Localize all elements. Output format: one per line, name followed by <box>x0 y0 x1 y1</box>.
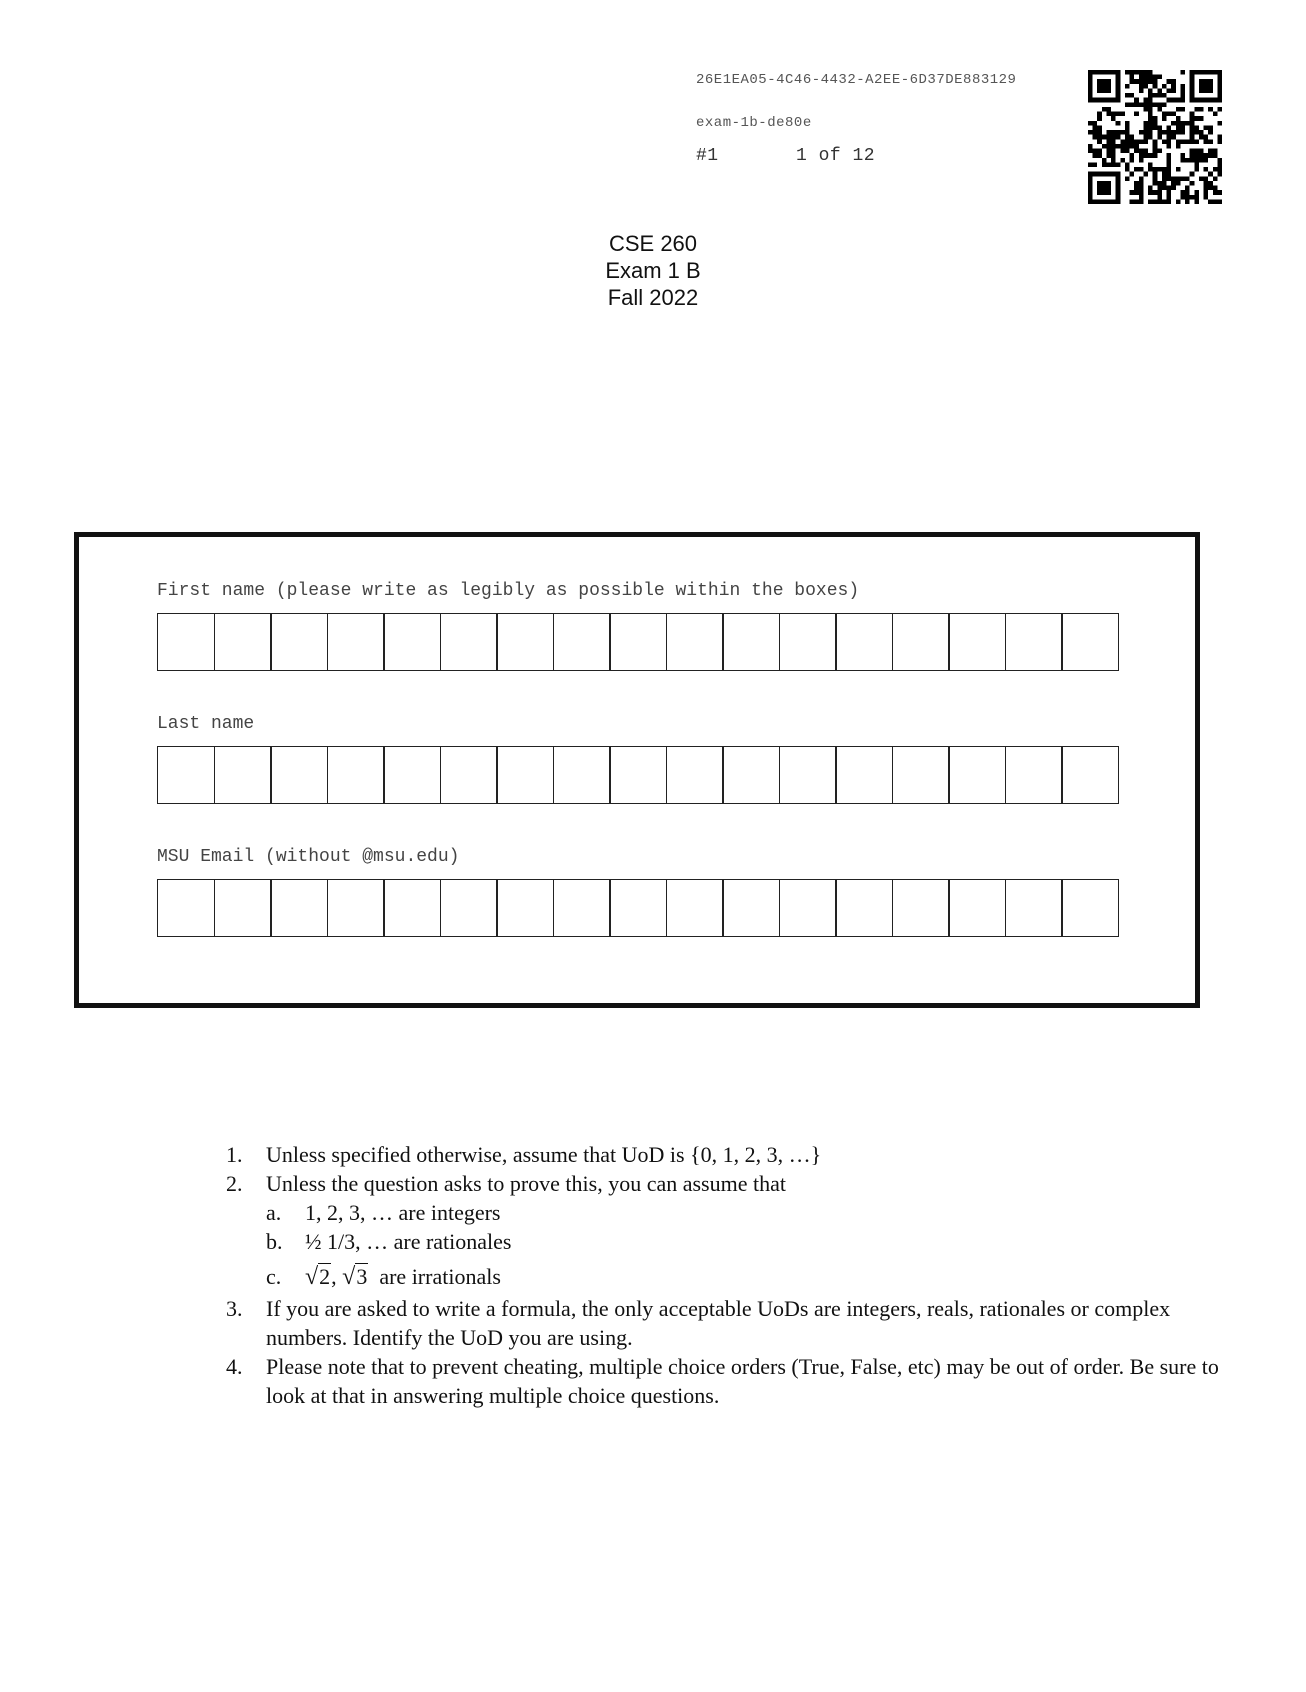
letter-box[interactable] <box>948 746 1006 804</box>
student-info-frame <box>74 532 1200 1008</box>
letter-box[interactable] <box>496 879 554 937</box>
letter-box[interactable] <box>327 613 385 671</box>
letter-box[interactable] <box>440 746 498 804</box>
letter-box[interactable] <box>892 613 950 671</box>
letter-box[interactable] <box>553 613 611 671</box>
letter-box[interactable] <box>1061 879 1119 937</box>
instruction-item: 1. Unless specified otherwise, assume that UoD is {0, 1, 2, 3, …} <box>226 1142 822 1167</box>
first-name-boxes[interactable] <box>157 613 1118 671</box>
sqrt-three: √3 <box>342 1264 368 1290</box>
sheet-number: #1 <box>696 146 719 166</box>
sqrt-two: √2 <box>305 1264 331 1290</box>
letter-box[interactable] <box>892 746 950 804</box>
email-boxes[interactable] <box>157 879 1118 937</box>
letter-box[interactable] <box>383 879 441 937</box>
sub-item-text: 1, 2, 3, … are integers <box>305 1200 501 1225</box>
letter-box[interactable] <box>948 879 1006 937</box>
last-name-label: Last name <box>157 714 255 734</box>
sub-item: a. 1, 2, 3, … are integers <box>266 1200 501 1225</box>
letter-box[interactable] <box>779 879 837 937</box>
letter-box[interactable] <box>892 879 950 937</box>
letter-box[interactable] <box>553 879 611 937</box>
instruction-item: 3. If you are asked to write a formula, the only acceptable UoDs are integers, reals, rationales or complex numbers. Identify the UoD you are using. <box>226 1296 1171 1350</box>
instruction-text: Unless the question asks to prove this, you can assume that <box>266 1171 786 1196</box>
letter-box[interactable] <box>722 746 780 804</box>
letter-box[interactable] <box>270 879 328 937</box>
letter-box[interactable] <box>666 879 724 937</box>
letter-box[interactable] <box>666 613 724 671</box>
letter-box[interactable] <box>440 879 498 937</box>
letter-box[interactable] <box>666 746 724 804</box>
letter-box[interactable] <box>835 613 893 671</box>
letter-box[interactable] <box>214 879 272 937</box>
instructions-list <box>226 1140 1226 1410</box>
letter-box[interactable] <box>722 613 780 671</box>
letter-box[interactable] <box>948 613 1006 671</box>
letter-box[interactable] <box>270 746 328 804</box>
letter-box[interactable] <box>157 613 215 671</box>
letter-box[interactable] <box>214 746 272 804</box>
qr-code-icon <box>1088 70 1222 204</box>
letter-box[interactable] <box>835 879 893 937</box>
letter-box[interactable] <box>270 613 328 671</box>
exam-term: Fall 2022 <box>607 285 699 310</box>
letter-box[interactable] <box>1061 746 1119 804</box>
letter-box[interactable] <box>553 746 611 804</box>
letter-box[interactable] <box>1005 746 1063 804</box>
letter-box[interactable] <box>157 746 215 804</box>
instruction-item: 2. Unless the question asks to prove this, you can assume that <box>226 1171 786 1196</box>
exam-title: Exam 1 B <box>605 258 701 283</box>
letter-box[interactable] <box>609 879 667 937</box>
exam-title-block <box>0 230 1306 311</box>
course-title: CSE 260 <box>608 231 698 256</box>
first-name-label: First name (please write as legibly as possible within the boxes) <box>157 581 860 601</box>
sub-item-text: are irrationals <box>379 1264 501 1289</box>
letter-box[interactable] <box>327 879 385 937</box>
letter-box[interactable] <box>1005 879 1063 937</box>
exam-uuid: 26E1EA05-4C46-4432-A2EE-6D37DE883129 <box>696 72 1017 88</box>
instruction-sublist <box>226 1198 1226 1294</box>
letter-box[interactable] <box>835 746 893 804</box>
instruction-text: Unless specified otherwise, assume that UoD is {0, 1, 2, 3, …} <box>266 1142 822 1167</box>
sub-item: c. √2, √3 are irrationals <box>266 1264 501 1290</box>
letter-box[interactable] <box>327 746 385 804</box>
letter-box[interactable] <box>609 746 667 804</box>
letter-box[interactable] <box>157 879 215 937</box>
letter-box[interactable] <box>496 613 554 671</box>
page-indicator <box>696 146 875 166</box>
sub-item: b. ½ 1/3, … are rationales <box>266 1229 512 1254</box>
instruction-text: Please note that to prevent cheating, multiple choice orders (True, False, etc) may be out of order. Be sure to look at that in answering multiple choice questions. <box>266 1354 1219 1408</box>
letter-box[interactable] <box>779 746 837 804</box>
instruction-item: 4. Please note that to prevent cheating, multiple choice orders (True, False, etc) may be out of order. Be sure to look at that in answering multiple choice questions. <box>226 1354 1219 1408</box>
page-count: 1 of 12 <box>796 146 876 166</box>
letter-box[interactable] <box>609 613 667 671</box>
letter-box[interactable] <box>722 879 780 937</box>
letter-box[interactable] <box>1005 613 1063 671</box>
email-label: MSU Email (without @msu.edu) <box>157 847 460 867</box>
last-name-boxes[interactable] <box>157 746 1118 804</box>
letter-box[interactable] <box>1061 613 1119 671</box>
letter-box[interactable] <box>779 613 837 671</box>
exam-code: exam-1b-de80e <box>696 115 812 131</box>
letter-box[interactable] <box>383 613 441 671</box>
letter-box[interactable] <box>496 746 554 804</box>
letter-box[interactable] <box>440 613 498 671</box>
sub-item-text: ½ 1/3, … are rationales <box>305 1229 512 1254</box>
letter-box[interactable] <box>383 746 441 804</box>
instruction-text: If you are asked to write a formula, the only acceptable UoDs are integers, reals, rationales or complex numbers. Identify the UoD you are using. <box>266 1296 1171 1350</box>
letter-box[interactable] <box>214 613 272 671</box>
